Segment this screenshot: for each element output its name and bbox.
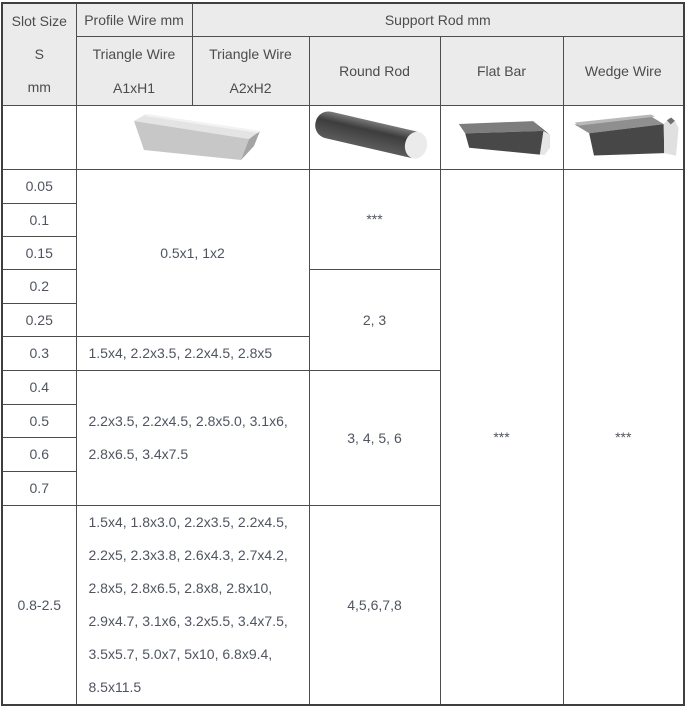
profile-wire-03-cell: 1.5x4, 2.2x3.5, 2.2x4.5, 2.8x5 (76, 336, 309, 370)
slot-size-label: Slot Size (11, 12, 67, 29)
round-rod-large-cell: 4,5,6,7,8 (309, 505, 440, 705)
round-rod-icon (312, 110, 437, 164)
slot-size-unit: mm (27, 78, 51, 95)
slot-size-value: 0.6 (2, 437, 76, 471)
slot-size-value: 0.25 (2, 303, 76, 336)
triangle-wire-2-header (192, 36, 309, 105)
header-row-2 (2, 36, 684, 105)
slot-size-value: 0.05 (2, 169, 76, 203)
slot-size-value: 0.15 (2, 236, 76, 269)
image-row (2, 105, 684, 169)
slot-size-value: 0.4 (2, 370, 76, 404)
profile-wire-large-cell (76, 505, 309, 705)
triangle-wire-2-name: Triangle Wire (209, 45, 292, 62)
spec-table (1, 2, 685, 706)
round-rod-header: Round Rod (309, 36, 440, 105)
profile-wire-mid-line: 2.2x3.5, 2.2x4.5, 2.8x5.0, 3.1x6, (88, 412, 288, 429)
table-row (2, 169, 684, 203)
slot-size-value: 0.2 (2, 269, 76, 303)
round-rod-02-03-cell: 2, 3 (309, 269, 440, 370)
triangle-wire-2-dims: A2xH2 (229, 79, 272, 96)
profile-wire-large-line: 3.5x5.7, 5.0x7, 5x10, 6.8x9.4, (88, 645, 273, 662)
wedge-wire-header: Wedge Wire (563, 36, 684, 105)
header-row-1 (2, 3, 684, 36)
profile-wire-mid-cell (76, 370, 309, 505)
slot-size-value: 0.3 (2, 336, 76, 370)
triangle-wire-image-cell (76, 105, 309, 169)
wedge-wire-image-cell (563, 105, 684, 169)
round-rod-04-07-cell: 3, 4, 5, 6 (309, 370, 440, 505)
slot-size-value: 0.1 (2, 203, 76, 236)
round-rod-image-cell (309, 105, 440, 169)
slot-size-symbol: S (34, 45, 44, 62)
round-rod-small-cell: *** (309, 169, 440, 269)
triangle-wire-1-name: Triangle Wire (92, 45, 176, 62)
flat-bar-cell: *** (440, 169, 563, 705)
profile-wire-small-cell: 0.5x1, 1x2 (76, 169, 309, 336)
profile-wire-large-line: 2.9x4.7, 3.1x6, 3.2x5.5, 3.4x7.5, (88, 612, 288, 629)
wedge-wire-icon (566, 109, 681, 165)
profile-wire-header: Profile Wire mm (76, 3, 192, 36)
support-rod-header: Support Rod mm (192, 3, 684, 36)
slot-size-header-cell (2, 3, 76, 105)
triangle-wire-1-dims: A1xH1 (112, 79, 156, 96)
profile-wire-large-line: 1.5x4, 1.8x3.0, 2.2x3.5, 2.2x4.5, (88, 513, 288, 530)
profile-wire-large-line: 8.5x11.5 (88, 678, 142, 695)
slot-size-value: 0.8-2.5 (2, 505, 76, 705)
slot-size-value: 0.7 (2, 471, 76, 505)
empty-image-cell (2, 105, 76, 169)
slot-size-value: 0.5 (2, 404, 76, 437)
flat-bar-header: Flat Bar (440, 36, 563, 105)
profile-wire-mid-line: 2.8x6.5, 3.4x7.5 (88, 445, 189, 462)
profile-wire-large-line: 2.8x5, 2.8x6.5, 2.8x8, 2.8x10, (88, 579, 273, 596)
wedge-wire-cell: *** (563, 169, 684, 705)
flat-bar-icon (446, 111, 558, 163)
triangle-wire-icon (108, 108, 278, 166)
triangle-wire-1-header (76, 36, 192, 105)
flat-bar-image-cell (440, 105, 563, 169)
profile-wire-large-line: 2.2x5, 2.3x3.8, 2.6x4.3, 2.7x4.2, (88, 546, 288, 563)
